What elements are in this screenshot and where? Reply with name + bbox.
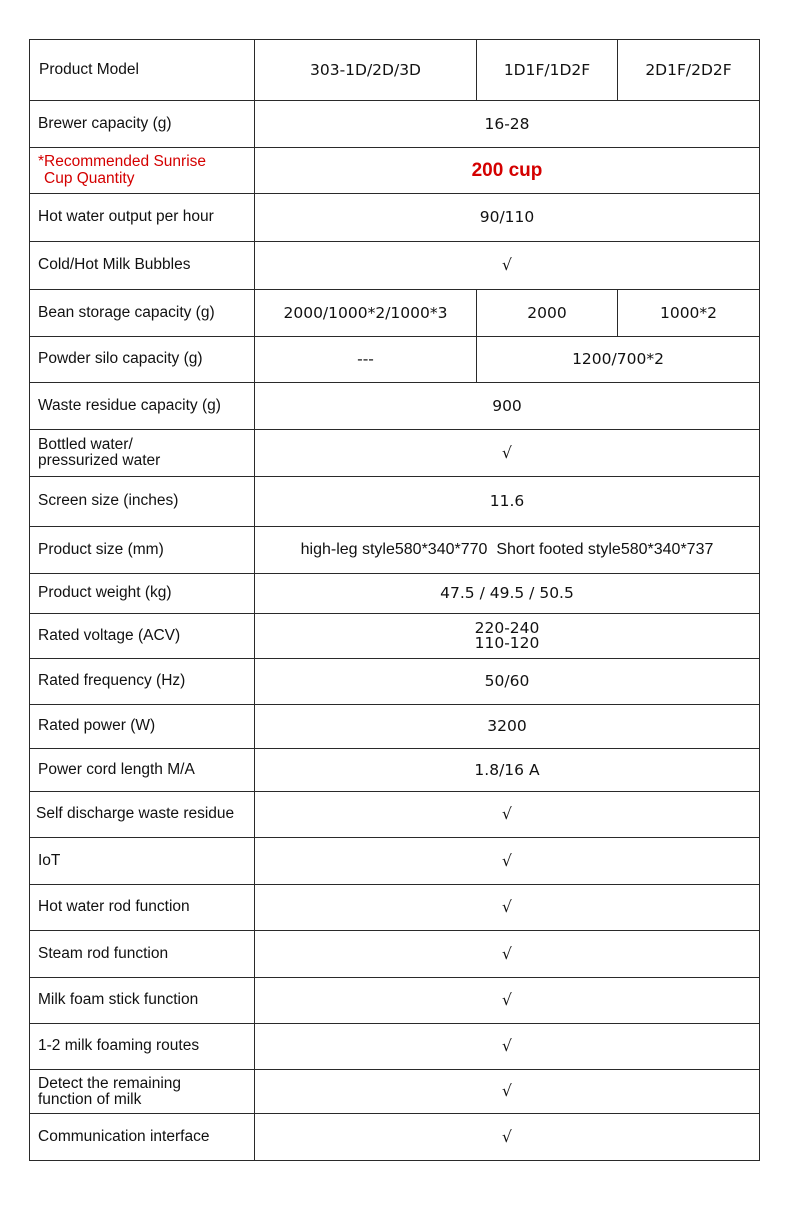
- header-row: [30, 40, 760, 101]
- self-discharge-label: Self discharge waste residue: [30, 792, 255, 838]
- model-col-3: 2D1F/2D2F: [618, 40, 760, 101]
- table-row: [30, 242, 760, 290]
- powder-silo-value-2: 1200/700*2: [477, 337, 760, 383]
- hot-water-rod-label: Hot water rod function: [30, 885, 255, 931]
- product-weight-value: 47.5 / 49.5 / 50.5: [255, 574, 760, 614]
- steam-rod-label: Steam rod function: [30, 931, 255, 978]
- table-row: [30, 931, 760, 978]
- table-row: [30, 101, 760, 148]
- table-row: [30, 792, 760, 838]
- comm-interface-label: Communication interface: [30, 1114, 255, 1161]
- table-row: [30, 705, 760, 749]
- table-row: [30, 148, 760, 194]
- brewer-capacity-label: Brewer capacity (g): [30, 101, 255, 148]
- table-row: [30, 430, 760, 477]
- table-row: [30, 383, 760, 430]
- detect-milk-label-line2: function of milk: [38, 1090, 142, 1108]
- bean-storage-label: Bean storage capacity (g): [30, 290, 255, 337]
- bottled-water-check: √: [255, 430, 760, 477]
- milk-foam-stick-check: √: [255, 978, 760, 1024]
- milk-routes-label: 1-2 milk foaming routes: [30, 1024, 255, 1070]
- milk-foam-stick-label: Milk foam stick function: [30, 978, 255, 1024]
- table-row: [30, 477, 760, 527]
- rated-frequency-label: Rated frequency (Hz): [30, 659, 255, 705]
- milk-routes-check: √: [255, 1024, 760, 1070]
- table-row: [30, 885, 760, 931]
- detect-milk-label: [30, 1070, 255, 1114]
- steam-rod-check: √: [255, 931, 760, 978]
- rated-power-label: Rated power (W): [30, 705, 255, 749]
- product-size-label: Product size (mm): [30, 527, 255, 574]
- detect-milk-check: √: [255, 1070, 760, 1114]
- brewer-capacity-value: 16-28: [255, 101, 760, 148]
- milk-bubbles-check: √: [255, 242, 760, 290]
- rated-power-value: 3200: [255, 705, 760, 749]
- power-cord-label: Power cord length M/A: [30, 749, 255, 792]
- rated-voltage-label: Rated voltage (ACV): [30, 614, 255, 659]
- rated-voltage-value-line1: 220-240: [474, 619, 540, 638]
- spec-table: [29, 39, 760, 1161]
- table-row: [30, 1114, 760, 1161]
- table-row: [30, 194, 760, 242]
- table-row: [30, 290, 760, 337]
- hot-water-output-value: 90/110: [255, 194, 760, 242]
- screen-size-label: Screen size (inches): [30, 477, 255, 527]
- table-row: [30, 574, 760, 614]
- screen-size-value: 11.6: [255, 477, 760, 527]
- table-row: [30, 1024, 760, 1070]
- table-row: [30, 659, 760, 705]
- rated-voltage-value-line2: 110-120: [474, 634, 540, 652]
- comm-interface-check: √: [255, 1114, 760, 1161]
- bean-storage-value-3: 1000*2: [618, 290, 760, 337]
- product-weight-label: Product weight (kg): [30, 574, 255, 614]
- model-col-2: 1D1F/1D2F: [477, 40, 618, 101]
- recommended-cups-label: [30, 148, 255, 194]
- milk-bubbles-label: Cold/Hot Milk Bubbles: [30, 242, 255, 290]
- power-cord-value: 1.8/16 A: [255, 749, 760, 792]
- table-row: [30, 614, 760, 659]
- iot-check: √: [255, 838, 760, 885]
- product-model-label: Product Model: [30, 40, 255, 101]
- recommended-cups-value: 200 cup: [255, 148, 760, 194]
- table-row: [30, 527, 760, 574]
- table-row: [30, 749, 760, 792]
- self-discharge-check: √: [255, 792, 760, 838]
- table-row: [30, 838, 760, 885]
- bean-storage-value-2: 2000: [477, 290, 618, 337]
- bottled-water-label-line1: Bottled water/: [38, 435, 133, 453]
- table-row: [30, 978, 760, 1024]
- bottled-water-label-line2: pressurized water: [38, 452, 161, 469]
- powder-silo-label: Powder silo capacity (g): [30, 337, 255, 383]
- table-row: [30, 1070, 760, 1114]
- hot-water-output-label: Hot water output per hour: [30, 194, 255, 242]
- hot-water-rod-check: √: [255, 885, 760, 931]
- waste-residue-capacity-value: 900: [255, 383, 760, 430]
- product-size-value: high-leg style580*340*770 Short footed style580*340*737: [255, 527, 760, 574]
- rated-frequency-value: 50/60: [255, 659, 760, 705]
- recommended-cups-label-line2: Cup Quantity: [44, 169, 135, 187]
- detect-milk-label-line1: Detect the remaining: [38, 1075, 182, 1093]
- rated-voltage-value: [255, 614, 760, 659]
- bottled-water-label: [30, 430, 255, 477]
- waste-residue-capacity-label: Waste residue capacity (g): [30, 383, 255, 430]
- bean-storage-value-1: 2000/1000*2/1000*3: [255, 290, 477, 337]
- table-row: [30, 337, 760, 383]
- model-col-1: 303-1D/2D/3D: [255, 40, 477, 101]
- iot-label: IoT: [30, 838, 255, 885]
- recommended-cups-label-line1: *Recommended Sunrise: [38, 153, 207, 171]
- powder-silo-value-1: ---: [255, 337, 477, 383]
